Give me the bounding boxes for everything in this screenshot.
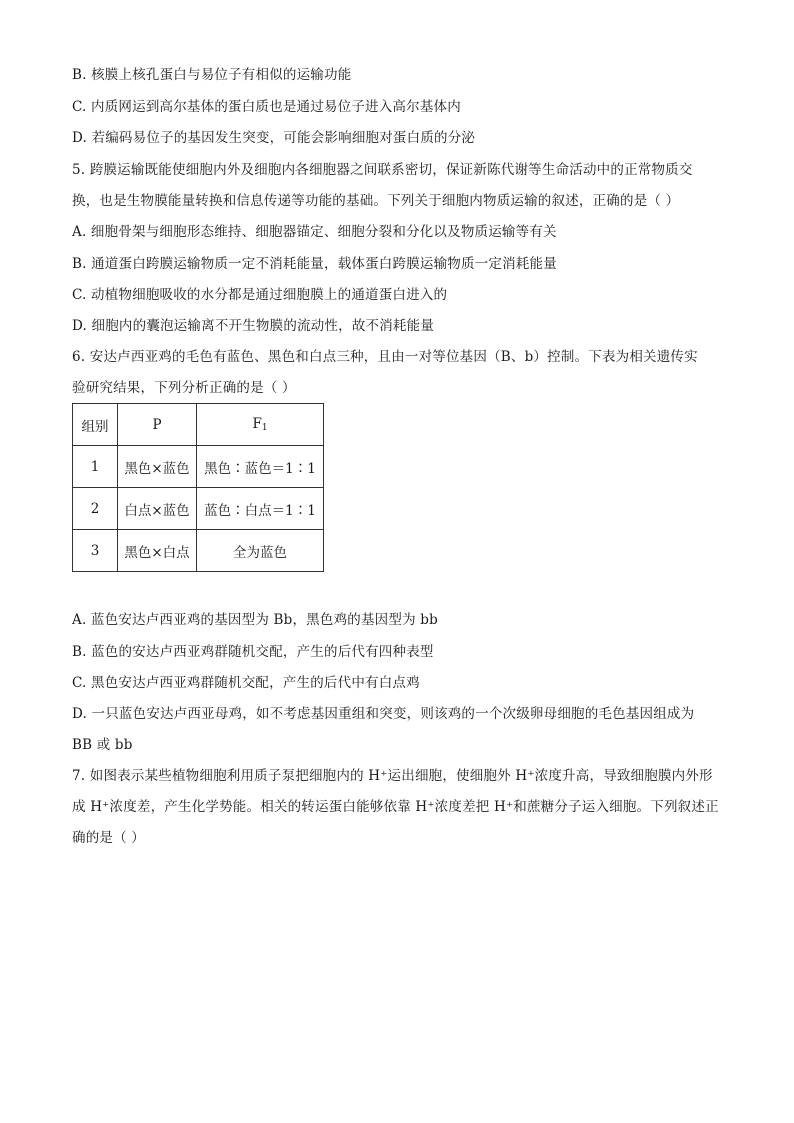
q6-stem-line1: 6. 安达卢西亚鸡的毛色有蓝色、黑色和白点三种，且由一对等位基因（B、b）控制。下表为相关遗传实 bbox=[72, 349, 698, 365]
q7-stem-line1: 7. 如图表示某些植物细胞利用质子泵把细胞内的 H⁺运出细胞，使细胞外 H⁺浓度升高，导致细胞膜内外形 bbox=[72, 768, 713, 784]
header-group: 组别 bbox=[73, 404, 118, 446]
cell-f1: 黑色∶蓝色＝1∶1 bbox=[197, 446, 324, 488]
q7-stem-line3: 确的是（ ） bbox=[72, 830, 145, 846]
q7-stem-line2: 成 H⁺浓度差，产生化学势能。相关的转运蛋白能够依靠 H⁺浓度差把 H⁺和蔗糖分子运入细胞。下列叙述正 bbox=[72, 799, 719, 815]
cell-f1: 蓝色∶白点＝1∶1 bbox=[197, 488, 324, 530]
q6-stem-line2: 验研究结果，下列分析正确的是（ ） bbox=[72, 380, 296, 396]
q5-option-c: C. 动植物细胞吸收的水分都是通过细胞膜上的通道蛋白进入的 bbox=[72, 287, 448, 303]
q6-option-b: B. 蓝色的安达卢西亚鸡群随机交配，产生的后代有四种表型 bbox=[72, 644, 434, 660]
q5-option-a: A. 细胞骨架与细胞形态维持、细胞器锚定、细胞分裂和分化以及物质运输等有关 bbox=[72, 224, 557, 240]
cell-group: 1 bbox=[73, 446, 118, 488]
header-f1: $F_1$ bbox=[197, 404, 324, 446]
q5-stem-line2: 换，也是生物膜能量转换和信息传递等功能的基础。下列关于细胞内物质运输的叙述，正确的是（ ） bbox=[72, 193, 680, 209]
q4-option-b: B. 核膜上核孔蛋白与易位子有相似的运输功能 bbox=[72, 67, 352, 83]
table-header-row bbox=[73, 404, 324, 446]
q5-option-b: B. 通道蛋白跨膜运输物质一定不消耗能量，载体蛋白跨膜运输物质一定消耗能量 bbox=[72, 256, 557, 272]
q6-option-a: A. 蓝色安达卢西亚鸡的基因型为 Bb，黑色鸡的基因型为 bb bbox=[72, 612, 438, 628]
cell-group: 2 bbox=[73, 488, 118, 530]
genetics-table bbox=[72, 403, 324, 572]
q6-option-d: D. 一只蓝色安达卢西亚母鸡，如不考虑基因重组和突变，则该鸡的一个次级卵母细胞的毛色基因组成为 bbox=[72, 706, 695, 722]
cell-parent: 黑色×蓝色 bbox=[118, 446, 197, 488]
cell-group: 3 bbox=[73, 530, 118, 572]
header-parent: P bbox=[118, 404, 197, 446]
q4-option-c: C. 内质网运到高尔基体的蛋白质也是通过易位子进入高尔基体内 bbox=[72, 99, 461, 115]
table-row bbox=[73, 488, 324, 530]
q6-option-d-continued: BB 或 bb bbox=[72, 737, 133, 753]
q6-option-c: C. 黑色安达卢西亚鸡群随机交配，产生的后代中有白点鸡 bbox=[72, 675, 420, 691]
cell-parent: 白点×蓝色 bbox=[118, 488, 197, 530]
table-row bbox=[73, 530, 324, 572]
q5-option-d: D. 细胞内的囊泡运输离不开生物膜的流动性，故不消耗能量 bbox=[72, 318, 435, 334]
cell-parent: 黑色×白点 bbox=[118, 530, 197, 572]
q4-option-d: D. 若编码易位子的基因发生突变，可能会影响细胞对蛋白质的分泌 bbox=[72, 130, 476, 146]
table-row bbox=[73, 446, 324, 488]
cell-f1: 全为蓝色 bbox=[197, 530, 324, 572]
q5-stem-line1: 5. 跨膜运输既能使细胞内外及细胞内各细胞器之间联系密切，保证新陈代谢等生命活动中的正常物质交 bbox=[72, 162, 693, 178]
